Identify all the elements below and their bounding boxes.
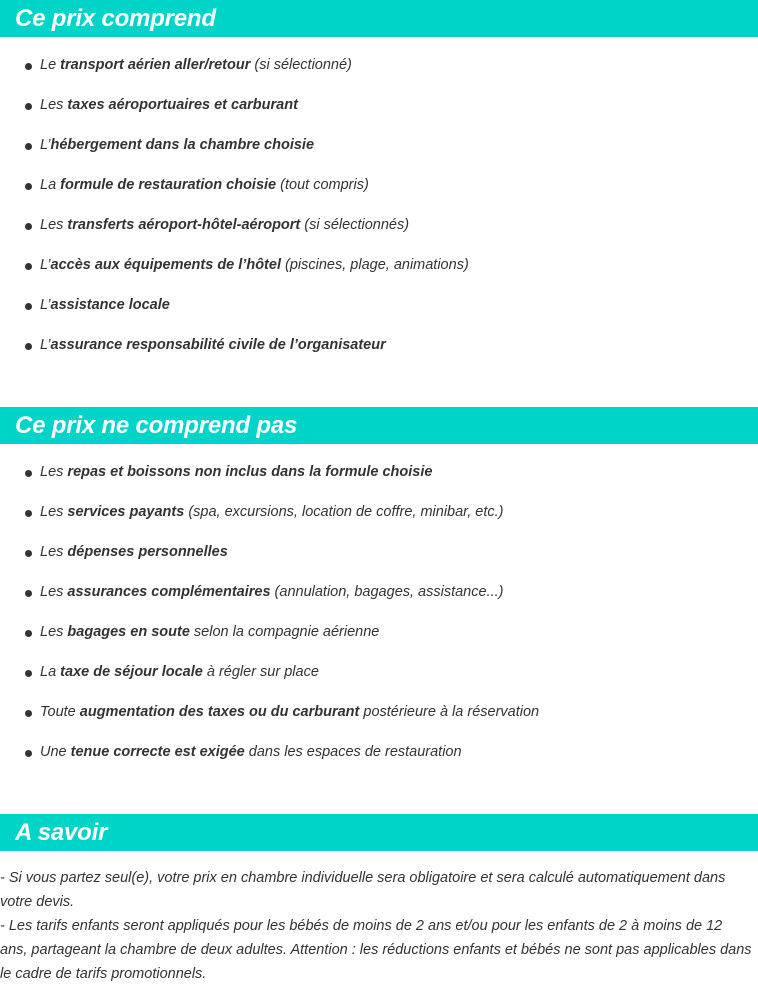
section-title-info: A savoir [0,814,758,851]
bullet-icon [25,670,32,677]
bullet-icon [25,470,32,477]
list-item: Le transport aérien aller/retour (si sélectionné) [0,37,758,77]
bullet-icon [25,630,32,637]
bullet-icon [25,183,32,190]
list-item: La taxe de séjour locale à régler sur place [0,644,758,684]
excluded-list [0,444,758,764]
list-item: La formule de restauration choisie (tout compris) [0,157,758,197]
list-item: L’assistance locale [0,277,758,317]
bullet-icon [25,590,32,597]
list-item: Les services payants (spa, excursions, location de coffre, minibar, etc.) [0,484,758,524]
bullet-icon [25,510,32,517]
bullet-icon [25,343,32,350]
info-note: - Les tarifs enfants seront appliqués pour les bébés de moins de 2 ans et/ou pour les enfants de 2 à moins de 12 ans, partageant la chambre de deux adultes. Attention : les réductions enfants et bébés ne sont pas applicables dans le cadre de tarifs promotionnels. [0,918,752,982]
bullet-icon [25,750,32,757]
section-title-included: Ce prix comprend [0,0,758,37]
bullet-icon [25,103,32,110]
bullet-icon [25,550,32,557]
bullet-icon [25,710,32,717]
list-item: Les transferts aéroport-hôtel-aéroport (si sélectionnés) [0,197,758,237]
info-notes [0,866,752,986]
list-item: Les bagages en soute selon la compagnie aérienne [0,604,758,644]
list-item: Les repas et boissons non inclus dans la formule choisie [0,444,758,484]
bullet-icon [25,263,32,270]
included-list [0,37,758,357]
list-item: L’assurance responsabilité civile de l’organisateur [0,317,758,357]
list-item: L’accès aux équipements de l’hôtel (piscines, plage, animations) [0,237,758,277]
info-note: - Si vous partez seul(e), votre prix en chambre individuelle sera obligatoire et sera calculé automatiquement dans votre devis. [0,870,726,910]
list-item: Les taxes aéroportuaires et carburant [0,77,758,117]
list-item: Les assurances complémentaires (annulation, bagages, assistance...) [0,564,758,604]
section-title-excluded: Ce prix ne comprend pas [0,407,758,444]
bullet-icon [25,223,32,230]
list-item: Une tenue correcte est exigée dans les espaces de restauration [0,724,758,764]
bullet-icon [25,303,32,310]
list-item: Les dépenses personnelles [0,524,758,564]
list-item: Toute augmentation des taxes ou du carburant postérieure à la réservation [0,684,758,724]
bullet-icon [25,143,32,150]
list-item: L’hébergement dans la chambre choisie [0,117,758,157]
bullet-icon [25,63,32,70]
